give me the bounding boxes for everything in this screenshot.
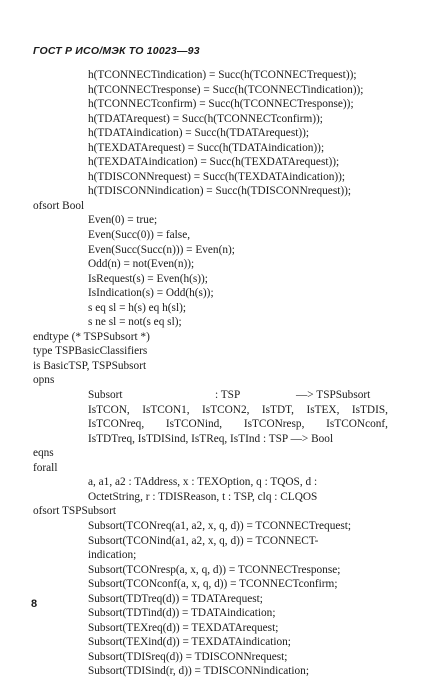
equation-line: Odd(n) = not(Even(n)); — [88, 258, 195, 271]
equation-line: indication; — [88, 549, 137, 562]
equation-line: s ne sl = not(s eq sl); — [88, 316, 182, 329]
page-number: 8 — [31, 598, 38, 610]
equation-line: Subsort(TDISind(r, d)) = TDISCONNindication; — [88, 665, 309, 678]
eqns-keyword: eqns — [33, 447, 54, 460]
variable-declaration: a, a1, a2 : TAddress, x : TEXOption, q : TQOS, d : — [88, 476, 318, 489]
operation-name: IsTDT, — [261, 403, 294, 416]
equation-line: Subsort(TDISreq(d)) = TDISCONNrequest; — [88, 650, 288, 663]
equation-line: h(TDISCONNrequest) = Succ(h(TEXDATAindication)); — [88, 170, 346, 183]
equation-line: Even(0) = true; — [88, 214, 158, 227]
operation-name: IsTCONreq, — [88, 418, 145, 431]
equation-line: h(TDISCONNindication) = Succ(h(TDISCONNrequest)); — [88, 185, 352, 198]
operation-subsort — [0, 388, 427, 403]
equation-line: Subsort(TEXreq(d)) = TEXDATArequest; — [88, 621, 279, 634]
equation-line: Subsort(TDTreq(d)) = TDATArequest; — [88, 592, 263, 605]
ofsort-bool-keyword: ofsort Bool — [33, 199, 85, 212]
operation-name: IsTEX, — [306, 403, 340, 416]
type-declaration: type TSPBasicClassifiers — [33, 345, 148, 358]
subsort-equations — [0, 519, 427, 679]
equation-line: h(TDATArequest) = Succ(h(TCONNECTconfirm)); — [88, 112, 323, 125]
is-declaration: is BasicTSP, TSPSubsort — [33, 359, 147, 372]
succ-equations — [0, 68, 427, 199]
operation-name: IsTCONconf, — [326, 418, 388, 431]
operation-name: Subsort — [88, 389, 123, 402]
endtype-line: endtype (* TSPSubsort *) — [33, 330, 150, 343]
equation-line: h(TEXDATArequest) = Succ(h(TDATAindication)); — [88, 141, 325, 154]
page-header: ГОСТ Р ИСО/МЭК ТО 10023—93 — [33, 45, 200, 57]
equation-line: h(TEXDATAindication) = Succ(h(TEXDATArequest)); — [88, 156, 340, 169]
equation-line: IsRequest(s) = Even(h(s)); — [88, 272, 208, 285]
forall-keyword: forall — [33, 461, 58, 474]
equation-line: Even(Succ(0)) = false, — [88, 229, 191, 242]
operation-name: IsTCON1, — [142, 403, 190, 416]
operation-name: IsTCON2, — [202, 403, 250, 416]
equation-line: Subsort(TDTind(d)) = TDATAindication; — [88, 607, 276, 620]
equation-line: h(TCONNECTconfirm) = Succ(h(TCONNECTresponse)); — [88, 98, 354, 111]
equation-line: Subsort(TCONconf(a, x, q, d)) = TCONNECTconfirm; — [88, 578, 338, 591]
equation-line: IsIndication(s) = Odd(h(s)); — [88, 287, 214, 300]
operation-list-row: IsTDTreq, IsTDISind, IsTReq, IsTInd : TSP —> Bool — [88, 432, 334, 445]
equation-line: Subsort(TCONind(a1, a2, x, q, d)) = TCONNECT- — [88, 534, 319, 547]
operation-result: —> TSPSubsort — [296, 389, 371, 402]
operation-name: IsTCONind, — [165, 418, 223, 431]
equation-line: Subsort(TCONreq(a1, a2, x, q, d)) = TCONNECTrequest; — [88, 519, 352, 532]
variable-declaration: OctetString, r : TDISReason, t : TSP, clq : CLQOS — [88, 490, 318, 503]
equation-line: h(TCONNECTresponse) = Succ(h(TCONNECTindication)); — [88, 83, 364, 96]
opns-keyword: opns — [33, 374, 55, 387]
equation-line: Subsort(TCONresp(a, x, q, d)) = TCONNECTresponse; — [88, 563, 341, 576]
operation-name: IsTDIS, — [351, 403, 388, 416]
specification-text — [0, 68, 427, 679]
ofsort-tspsubsort-keyword: ofsort TSPSubsort — [33, 505, 116, 518]
equation-line: Subsort(TEXind(d)) = TEXDATAindication; — [88, 636, 291, 649]
equation-line: Even(Succ(Succ(n))) = Even(n); — [88, 243, 235, 256]
bool-equations — [0, 213, 427, 329]
equation-line: h(TDATAindication) = Succ(h(TDATArequest)); — [88, 127, 310, 140]
operation-list-row — [88, 403, 388, 418]
operation-list-row — [88, 417, 388, 432]
equation-line: h(TCONNECTindication) = Succ(h(TCONNECTrequest)); — [88, 69, 357, 81]
equation-line: s eq sl = h(s) eq h(sl); — [88, 301, 186, 314]
operation-name: IsTCONresp, — [243, 418, 305, 431]
operation-signature: : TSP — [215, 389, 241, 402]
operation-name: IsTCON, — [88, 403, 130, 416]
